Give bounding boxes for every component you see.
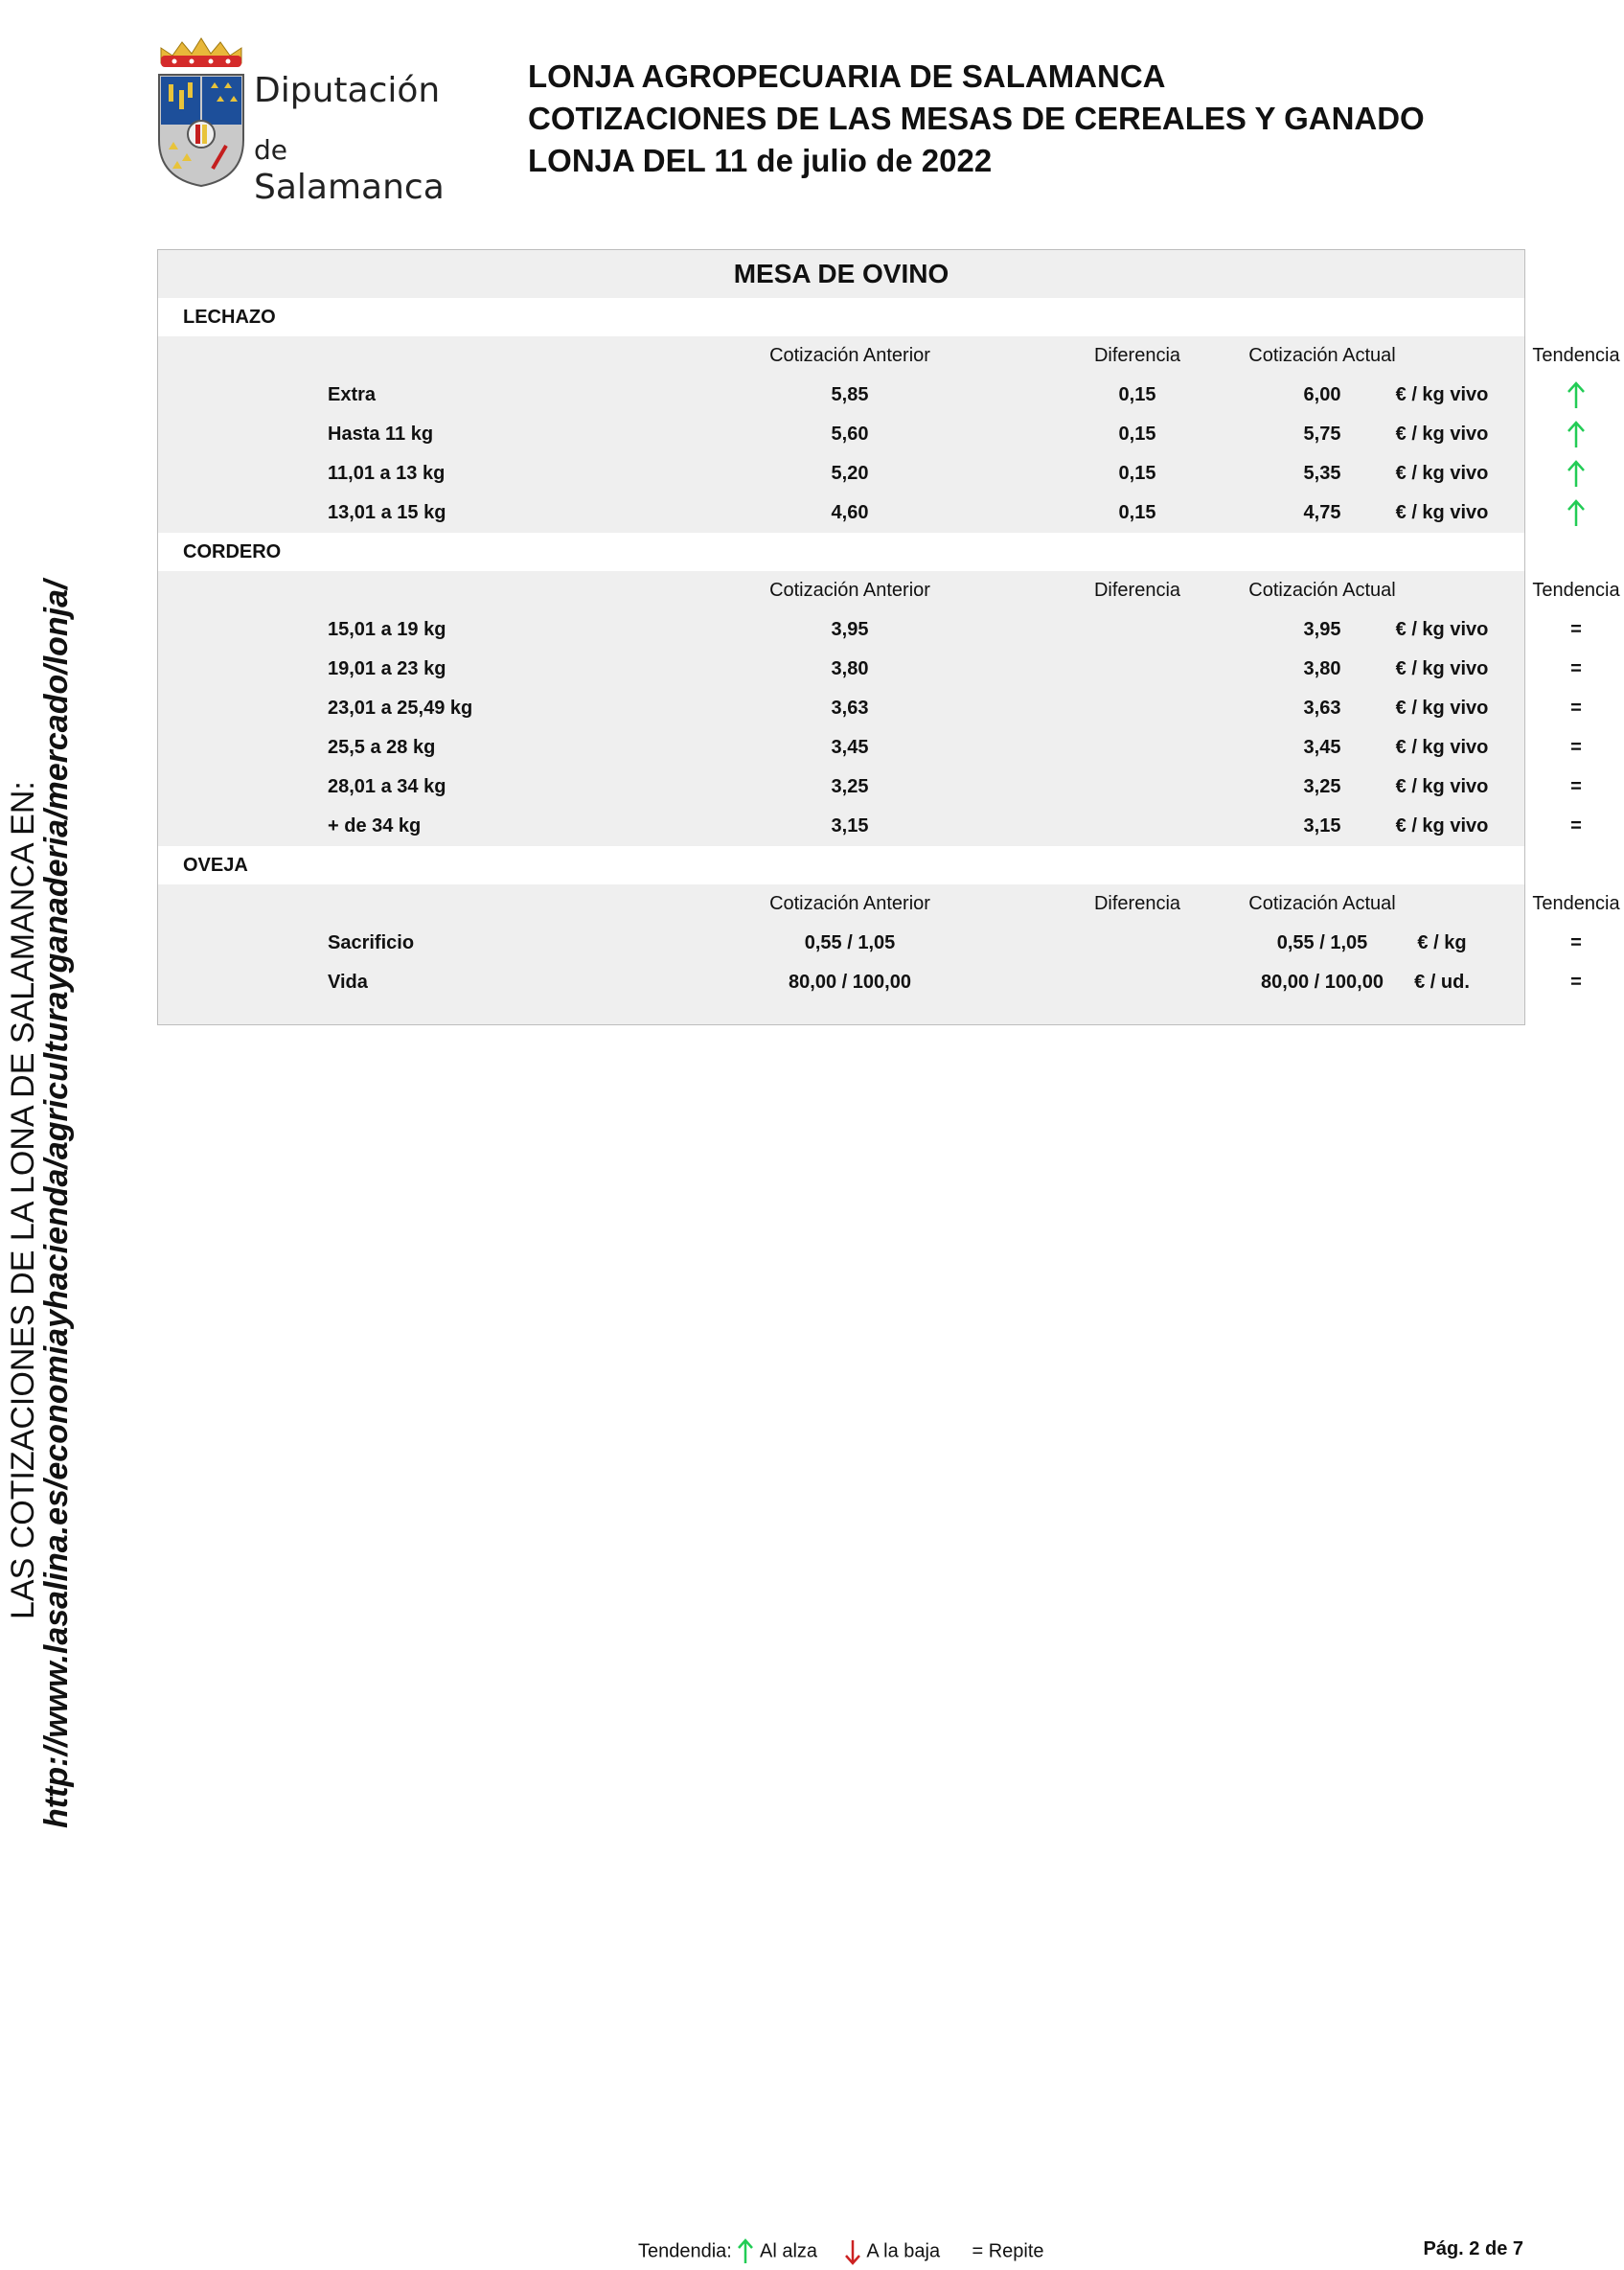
cotizacion-actual: 80,00 / 100,00 [1261, 972, 1384, 993]
row-label: Vida [328, 972, 368, 993]
table-row [158, 610, 1582, 650]
section-cordero [158, 533, 1620, 846]
unit: € / kg vivo [1395, 463, 1489, 484]
unit: € / kg vivo [1395, 384, 1489, 405]
column-header-diferencia: Diferencia [1093, 580, 1181, 601]
trend: = [1570, 698, 1582, 719]
table-row [158, 650, 1582, 689]
logo-text-name: Salamanca [254, 168, 445, 207]
logo-text-line2 [254, 128, 469, 207]
cotizacion-actual: 3,95 [1303, 619, 1341, 640]
cotizacion-anterior: 3,25 [831, 776, 869, 797]
trend: = [1570, 737, 1582, 758]
document-header [528, 56, 1425, 182]
legend-equal: = Repite [972, 2240, 1044, 2262]
column-header-row [158, 884, 1620, 924]
section-title: LECHAZO [158, 298, 1524, 336]
arrow-up-icon [737, 2238, 754, 2265]
section-title: CORDERO [158, 533, 1524, 571]
arrow-up-icon [1567, 460, 1586, 489]
row-label: 13,01 a 15 kg [328, 502, 446, 523]
table-row [158, 728, 1582, 768]
trend [1528, 415, 1624, 454]
cotizacion-anterior: 5,85 [831, 384, 869, 405]
cotizacion-anterior: 3,45 [831, 737, 869, 758]
column-header-row [158, 336, 1620, 376]
column-header-actual: Cotización Actual [1248, 580, 1396, 601]
legend-up: Al alza [760, 2240, 818, 2262]
column-header-anterior: Cotización Anterior [769, 345, 930, 366]
column-header-anterior: Cotización Anterior [769, 580, 930, 601]
row-label: 19,01 a 23 kg [328, 658, 446, 679]
trend-legend [638, 2238, 1044, 2265]
cotizacion-actual: 4,75 [1303, 502, 1341, 523]
table-row [158, 807, 1582, 846]
cotizacion-anterior: 80,00 / 100,00 [789, 972, 911, 993]
trend: = [1570, 932, 1582, 953]
cotizacion-actual: 3,15 [1303, 815, 1341, 837]
trend: = [1570, 619, 1582, 640]
diferencia: 0,15 [1118, 384, 1156, 405]
cotizacion-actual: 3,63 [1303, 698, 1341, 719]
column-header-actual: Cotización Actual [1248, 345, 1396, 366]
column-header-row [158, 571, 1620, 610]
column-header-tendencia: Tendencia [1532, 345, 1620, 366]
cotizacion-anterior: 3,95 [831, 619, 869, 640]
header-line2: COTIZACIONES DE LAS MESAS DE CEREALES Y GANADO [528, 101, 1425, 136]
unit: € / ud. [1414, 972, 1470, 993]
coat-of-arms-icon [153, 34, 249, 188]
diferencia: 0,15 [1118, 502, 1156, 523]
header-line1: LONJA AGROPECUARIA DE SALAMANCA [528, 58, 1166, 94]
cotizacion-actual: 3,45 [1303, 737, 1341, 758]
cotizacion-actual: 5,75 [1303, 424, 1341, 445]
cotizacion-actual: 3,25 [1303, 776, 1341, 797]
trend: = [1570, 815, 1582, 837]
section-lechazo [158, 298, 1620, 533]
unit: € / kg vivo [1395, 815, 1489, 837]
arrow-up-icon [1567, 421, 1586, 449]
section-oveja [158, 846, 1620, 1002]
sidebar-caption: LAS COTIZACIONES DE LA LONA DE SALAMANCA EN: [5, 781, 41, 1619]
row-label: Sacrificio [328, 932, 415, 953]
sidebar-url[interactable]: http://www.lasalina.es/economiayhacienda/agriculturayganaderia/mercado/lonja/ [38, 580, 75, 1828]
diferencia: 0,15 [1118, 424, 1156, 445]
mesa-panel [157, 249, 1620, 1025]
unit: € / kg vivo [1395, 658, 1489, 679]
section-title: OVEJA [158, 846, 1524, 884]
cotizacion-anterior: 3,15 [831, 815, 869, 837]
cotizacion-actual: 0,55 / 1,05 [1276, 932, 1368, 953]
trend: = [1570, 776, 1582, 797]
table-row [158, 963, 1582, 1002]
table-row [158, 493, 1524, 533]
cotizacion-actual: 5,35 [1303, 463, 1341, 484]
column-header-diferencia: Diferencia [1093, 345, 1181, 366]
trend [1528, 376, 1624, 415]
cotizacion-anterior: 5,60 [831, 424, 869, 445]
table-row [158, 768, 1582, 807]
cotizacion-anterior: 0,55 / 1,05 [804, 932, 896, 953]
table-row [158, 415, 1524, 454]
table-row [158, 689, 1582, 728]
logo-text-line1: Diputación [254, 71, 441, 110]
cotizacion-anterior: 5,20 [831, 463, 869, 484]
logo-text-prefix: de [254, 134, 287, 166]
mesa-sections [158, 298, 1620, 1002]
table-row [158, 924, 1582, 963]
row-label: 15,01 a 19 kg [328, 619, 446, 640]
row-label: 23,01 a 25,49 kg [328, 698, 473, 719]
legend-down: A la baja [866, 2240, 941, 2262]
unit: € / kg vivo [1395, 698, 1489, 719]
diputacion-logo [153, 34, 469, 207]
arrow-up-icon [1567, 499, 1586, 528]
row-label: + de 34 kg [328, 815, 422, 837]
page-number: Pág. 2 de 7 [1423, 2238, 1523, 2259]
trend [1528, 454, 1624, 493]
cotizacion-anterior: 4,60 [831, 502, 869, 523]
table-row [158, 454, 1524, 493]
cotizacion-actual: 6,00 [1303, 384, 1341, 405]
unit: € / kg vivo [1395, 424, 1489, 445]
row-label: 25,5 a 28 kg [328, 737, 436, 758]
trend [1528, 493, 1624, 533]
arrow-down-icon [844, 2238, 861, 2265]
trend: = [1570, 658, 1582, 679]
trend: = [1570, 972, 1582, 993]
arrow-up-icon [1567, 381, 1586, 410]
column-header-tendencia: Tendencia [1532, 580, 1620, 601]
header-line3: LONJA DEL 11 de julio de 2022 [528, 143, 993, 178]
row-label: Extra [328, 384, 377, 405]
column-header-anterior: Cotización Anterior [769, 893, 930, 914]
mesa-title: MESA DE OVINO [733, 259, 949, 288]
unit: € / kg vivo [1395, 737, 1489, 758]
diferencia: 0,15 [1118, 463, 1156, 484]
unit: € / kg vivo [1395, 776, 1489, 797]
cotizacion-actual: 3,80 [1303, 658, 1341, 679]
column-header-diferencia: Diferencia [1093, 893, 1181, 914]
cotizacion-anterior: 3,80 [831, 658, 869, 679]
legend-prefix: Tendendia: [638, 2240, 732, 2262]
row-label: Hasta 11 kg [328, 424, 434, 445]
table-row [158, 376, 1524, 415]
cotizacion-anterior: 3,63 [831, 698, 869, 719]
column-header-tendencia: Tendencia [1532, 893, 1620, 914]
row-label: 11,01 a 13 kg [328, 463, 446, 484]
unit: € / kg vivo [1395, 619, 1489, 640]
row-label: 28,01 a 34 kg [328, 776, 446, 797]
column-header-actual: Cotización Actual [1248, 893, 1396, 914]
unit: € / kg [1417, 932, 1467, 953]
unit: € / kg vivo [1395, 502, 1489, 523]
